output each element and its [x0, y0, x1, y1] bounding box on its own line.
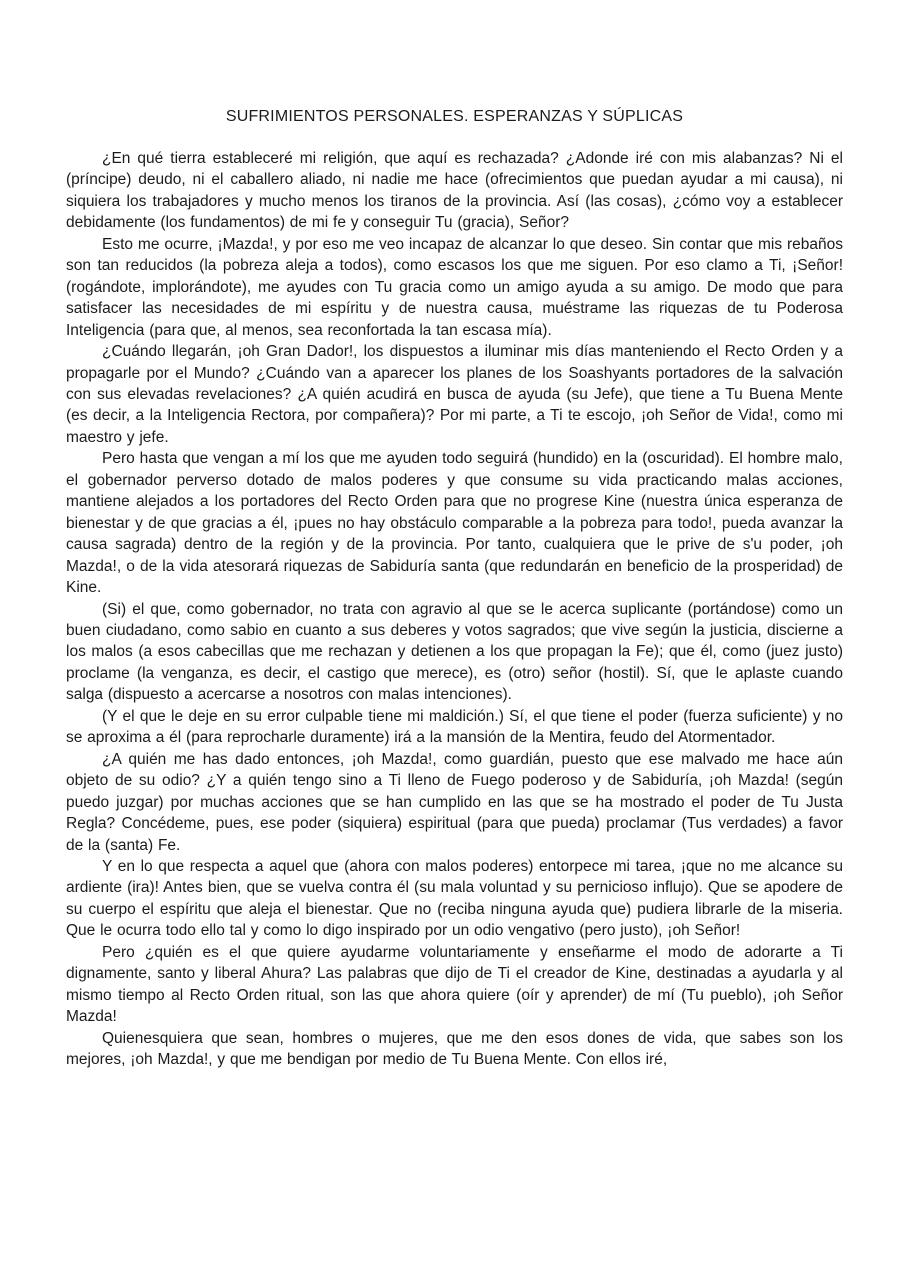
paragraph: (Y el que le deje en su error culpable tiene mi maldición.) Sí, el que tiene el poder (fuerza suficiente) y no se aproxima a él (para reprocharle duramente) irá a la mansión de la Mentira, feudo del Atormentador. — [66, 707, 843, 747]
paragraph: ¿Cuándo llegarán, ¡oh Gran Dador!, los dispuestos a iluminar mis días manteniendo el Recto Orden y a propagarle por el Mundo? ¿Cuándo van a aparecer los planes de los Soashyants portadores de la salvación con sus elevadas revelaciones? ¿A quién acudirá en busca de ayuda (su Jefe), que tiene a Tu Buena Mente (es decir, a la Inteligencia Rectora, por compañera)? Por mi parte, a Ti te escojo, ¡oh Señor de Vida!, como mi maestro y jefe. — [66, 343, 843, 446]
document-body — [66, 148, 843, 1070]
paragraph: ¿A quién me has dado entonces, ¡oh Mazda!, como guardián, puesto que ese malvado me hace aún objeto de su odio? ¿Y a quién tengo sino a Ti lleno de Fuego poderoso y de Sabiduría, ¡oh Mazda! (según puedo juzgar) por muchas acciones que se han cumplido en las que se ha mostrado el poder de Tu Justa Regla? Concédeme, pues, ese poder (siquiera) espiritual (para que pueda) proclamar (Tus verdades) a favor de la (santa) Fe. — [66, 750, 843, 854]
paragraph: Pero ¿quién es el que quiere ayudarme voluntariamente y enseñarme el modo de adorarte a Ti dignamente, santo y liberal Ahura? Las palabras que dijo de Ti el creador de Kine, destinadas a ayudarla y al mismo tiempo al Recto Orden ritual, son las que ahora quiere (oír y aprender) de mí (Tu pueblo), ¡oh Señor Mazda! — [66, 943, 843, 1026]
paragraph: Pero hasta que vengan a mí los que me ayuden todo seguirá (hundido) en la (oscuridad). El hombre malo, el gobernador perverso dotado de malos poderes y que consume su vida practicando malas acciones, mantiene alejados a los portadores del Recto Orden para que no progrese Kine (nuestra única esperanza de bienestar y de que gracias a él, ¡pues no hay obstáculo comparable a la pobreza para todo!, pueda avanzar la causa sagrada) dentro de la región y de la provincia. Por tanto, cualquiera que le prive de s'u poder, ¡oh Mazda!, o de la vida atesorará riquezas de Sabiduría santa (que redundarán en beneficio de la prosperidad) de Kine. — [66, 450, 843, 597]
paragraph: Y en lo que respecta a aquel que (ahora con malos poderes) entorpece mi tarea, ¡que no me alcance su ardiente (ira)! Antes bien, que se vuelva contra él (su mala voluntad y su pernicioso influjo). Que se apodere de su cuerpo el espíritu que aleja el bienestar. Que no (reciba ninguna ayuda que) pudiera librarle de la miseria. Que le ocurra todo ello tal y como lo digo inspirado por un odio vengativo (pero justo), ¡oh Señor! — [66, 857, 843, 940]
paragraph: Quienesquiera que sean, hombres o mujeres, que me den esos dones de vida, que sabes son los mejores, ¡oh Mazda!, y que me bendigan por medio de Tu Buena Mente. Con ellos iré, — [66, 1029, 843, 1069]
document-title: SUFRIMIENTOS PERSONALES. ESPERANZAS Y SÚPLICAS — [225, 108, 684, 125]
paragraph: (Si) el que, como gobernador, no trata con agravio al que se le acerca suplicante (portándose) como un buen ciudadano, como sabio en cuanto a sus deberes y votos sagrados; que vive según la justicia, discierne a los malos (a esos cabecillas que me rechazan y detienen a los que propagan la Fe); que él, como (juez justo) proclame (la venganza, es decir, el castigo que merece), es (otro) señor (hostil). Sí, que le aplaste cuando salga (dispuesto a acercarse a nosotros con malas intenciones). — [66, 600, 843, 704]
paragraph: Esto me ocurre, ¡Mazda!, y por eso me veo incapaz de alcanzar lo que deseo. Sin contar que mis rebaños son tan reducidos (la pobreza aleja a todos), como escasos los que me siguen. Por eso clamo a Ti, ¡Señor! (rogándote, implorándote), me ayudes con Tu gracia como un amigo ayuda a su amigo. De modo que para satisfacer las necesidades de mi espíritu y de nuestra causa, muéstrame las riquezas de tu Poderosa Inteligencia (para que, al menos, sea reconfortada la tan escasa mía). — [66, 235, 843, 339]
paragraph: ¿En qué tierra estableceré mi religión, que aquí es rechazada? ¿Adonde iré con mis alabanzas? Ni el (príncipe) deudo, ni el caballero aliado, ni nadie me hace (ofrecimientos que puedan ayudar a mi causa), ni siquiera los trabajadores y mucho menos los tiranos de la provincia. Así (las cosas), ¿cómo voy a establecer debidamente (los fundamentos) de mi fe y conseguir Tu (gracia), Señor? — [66, 150, 843, 232]
